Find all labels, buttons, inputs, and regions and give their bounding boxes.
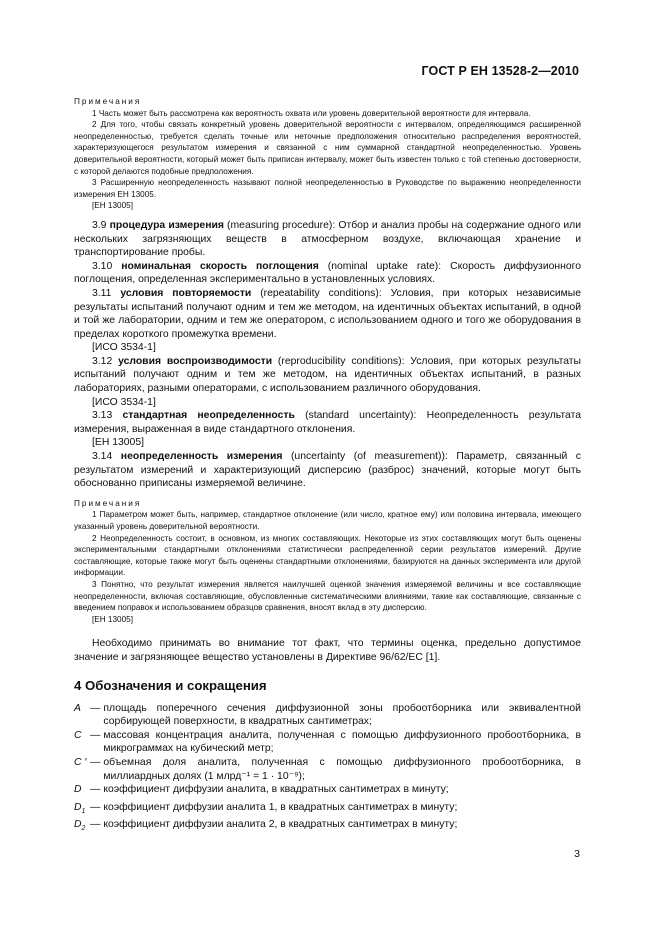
- term-name: условия повторяемости: [120, 287, 252, 299]
- symbol: C ′: [74, 756, 87, 768]
- symbol: D: [74, 784, 82, 796]
- term-name: процедура измерения: [109, 219, 224, 231]
- symbol-row: C — массовая концентрация аналита, полученная с помощью диффузионного пробоотборника, в микрограммах на кубический метр;: [74, 729, 581, 755]
- note-item: 1 Часть может быть рассмотрена как вероятность охвата или уровень доверительной вероятности для интервала.: [92, 108, 531, 118]
- notes-heading: Примечания: [74, 97, 142, 106]
- term-name: стандартная неопределенность: [122, 410, 295, 422]
- note-item: 3 Понятно, что результат измерения является наилучшей оценкой значения измеряемой величины и все составляющие неопределенности, включая составляющие, обусловленные систематическими влияниями, такие как составляющие, связанные с введением поправок и использованием образцов сравнения, вносят вклад в эту дисперсию.: [74, 579, 581, 613]
- term-name: неопределенность измерения: [120, 451, 283, 463]
- symbol: C: [74, 729, 82, 741]
- note-reference: [ЕН 13005]: [92, 201, 133, 211]
- section-title: 4 Обозначения и сокращения: [74, 677, 267, 693]
- symbol-definition: площадь поперечного сечения диффузионной зоны пробоотборника или эквивалентной сорбирующей поверхности, в квадратных сантиметрах;: [103, 702, 581, 728]
- page-number: 3: [574, 848, 580, 860]
- term-reference: [ИСО 3534-1]: [92, 342, 156, 354]
- notes-block-1: [74, 96, 581, 212]
- term-name: условия воспроизводимости: [118, 355, 273, 367]
- symbols-list: [74, 702, 581, 837]
- closing-block: [74, 637, 581, 664]
- terms-block: [74, 219, 581, 491]
- closing-paragraph: Необходимо принимать во внимание тот факт, что термины оценка, предельно допустимое значение и загрязняющее вещество установлены в Директиве 96/62/ЕС [1].: [74, 638, 581, 663]
- symbol-row: A — площадь поперечного сечения диффузионной зоны пробоотборника или эквивалентной сорбирующей поверхности, в квадратных сантиметрах;: [74, 702, 581, 728]
- symbol: A: [74, 702, 81, 714]
- term-3-14: 3.14 неопределенность измерения (uncertainty (of measurement)): Параметр, связанный с результатом измерений и характеризующий дисперсию (разброс) значений, которые могут быть обоснованно приписаны измеряемой величине.: [74, 451, 581, 490]
- note-item: 2 Неопределенность состоит, в основном, из многих составляющих. Некоторые из этих составляющих могут быть оценены экспериментальными стандартными отклонениями статистически распределенной серии результатов измерений. Другие составляющие, которые также могут быть оценены стандартными отклонениями, базируются на данных эксперимента или другой информации.: [74, 533, 581, 578]
- symbol: $D_2$: [74, 819, 86, 833]
- symbol-row: D — коэффициент диффузии аналита, в квадратных сантиметрах в минуту;: [74, 783, 581, 801]
- note-item: 2 Для того, чтобы связать конкретный уровень доверительной вероятности с интервалом, определяющимся расширенной неопределенностью, требуется сделать точные или неточные предположения относительно распределения вероятностей, характеризующегося результатом измерения и связанной с ним суммарной стандартной неопределенностью. Уровень доверительной вероятности, который может быть приписан интервалу, может быть известен только с той степенью достоверности, с которой делаются подобные предположения.: [74, 120, 581, 176]
- term-3-12: 3.12 условия воспроизводимости (reproducibility conditions): Условия, при которых результаты испытаний получают одним и тем же методом, на идентичных объектах испытаний, в разных лабораториях, разными операторами, с использованием различного оборудования.: [74, 355, 582, 395]
- symbol-row: C ′ — объемная доля аналита, полученная с помощью диффузионного пробоотборника, в миллиардных долях (1 млрд⁻¹ = 1 · 10⁻⁹);: [74, 756, 581, 782]
- term-3-10: 3.10 номинальная скорость поглощения (nominal uptake rate): Скорость диффузионного поглощения, определенная экспериментально в установленных условиях.: [74, 260, 581, 286]
- term-3-11: 3.11 условия повторяемости (repeatability conditions): Условия, при которых независимые результаты испытаний получают одним и тем же методом, на идентичных объектах испытаний, в одной и той же лаборатории, одним и тем же оператором, с использованием одного и того же оборудования в пределах короткого промежутка времени.: [74, 287, 582, 340]
- term-3-13: 3.13 стандартная неопределенность (standard uncertainty): Неопределенность результата измерения, выраженная в виде стандартного отклонения.: [74, 410, 581, 435]
- symbol: $D_1$: [74, 801, 86, 815]
- symbol-row: $D_2$ — коэффициент диффузии аналита 2, в квадратных сантиметрах в минуту;: [74, 818, 581, 836]
- term-reference: [ЕН 13005]: [92, 437, 144, 449]
- note-reference: [ЕН 13005]: [92, 614, 133, 624]
- term-3-9: 3.9 процедура измерения (measuring procedure): Отбор и анализ пробы на содержание одного или нескольких загрязняющих веществ в атмосферном воздухе, включающая хранение и транспортирование пробы.: [74, 219, 582, 259]
- symbol-definition: массовая концентрация аналита, полученная с помощью диффузионного пробоотборника, в микрограммах на кубический метр;: [103, 729, 581, 755]
- term-reference: [ИСО 3534-1]: [92, 396, 156, 408]
- note-item: 3 Расширенную неопределенность называют полной неопределенностью в Руководстве по выражению неопределенности измерения ЕН 13005.: [74, 178, 581, 199]
- symbol-row: $D_1$ — коэффициент диффузии аналита 1, в квадратных сантиметрах в минуту;: [74, 801, 581, 819]
- notes-block-2: [74, 498, 581, 626]
- notes-heading: Примечания: [74, 498, 142, 508]
- symbol-definition: коэффициент диффузии аналита 2, в квадратных сантиметрах в минуту;: [103, 819, 458, 831]
- symbol-definition: коэффициент диффузии аналита 1, в квадратных сантиметрах в минуту;: [103, 801, 458, 813]
- page-content: [74, 96, 581, 836]
- symbol-definition: объемная доля аналита, полученная с помощью диффузионного пробоотборника, в миллиардных долях (1 млрд⁻¹ = 1 · 10⁻⁹);: [103, 756, 581, 782]
- document-code: ГОСТ Р ЕН 13528-2—2010: [421, 64, 579, 78]
- note-item: 1 Параметром может быть, например, стандартное отклонение (или число, кратное ему) или половина интервала, имеющего указанный уровень доверительной вероятности.: [74, 510, 581, 531]
- term-name: номинальная скорость поглощения: [121, 260, 319, 272]
- symbol-definition: коэффициент диффузии аналита, в квадратных сантиметрах в минуту;: [103, 784, 449, 796]
